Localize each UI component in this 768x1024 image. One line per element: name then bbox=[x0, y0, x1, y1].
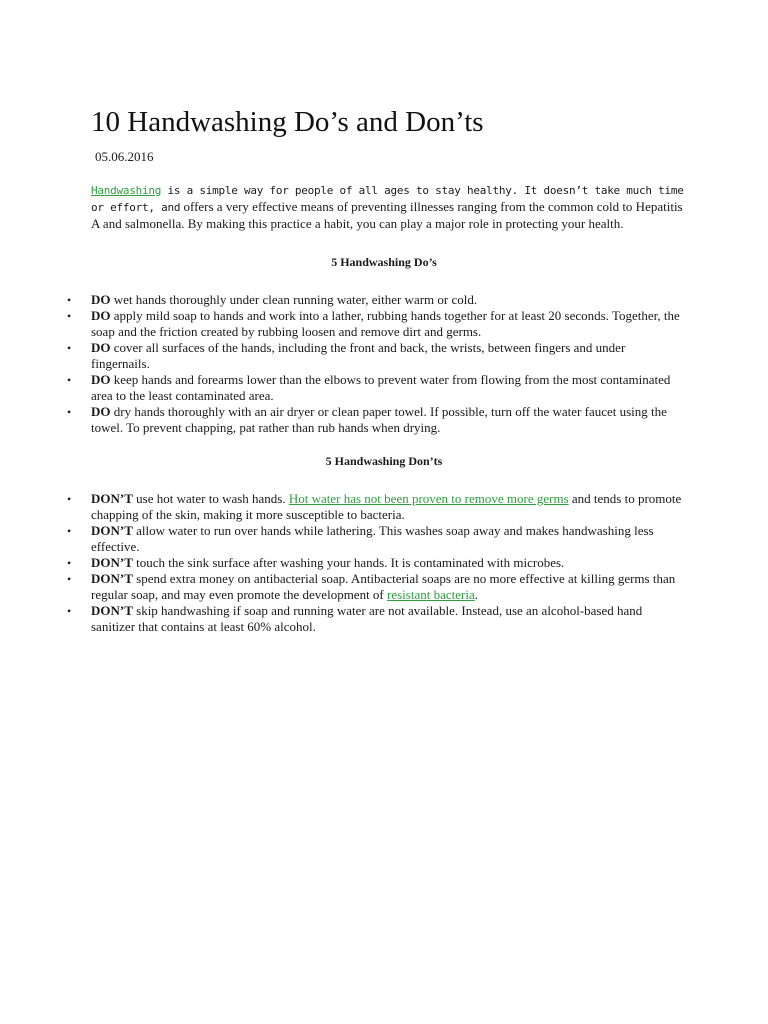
item-text: keep hands and forearms lower than the elbows to prevent water from flowing from the most contaminated area to the least contaminated area. bbox=[91, 372, 671, 403]
list-item bbox=[67, 491, 687, 523]
list-item bbox=[67, 555, 687, 571]
do-keyword: DO bbox=[91, 340, 111, 355]
dont-keyword: DON’T bbox=[91, 555, 133, 570]
do-keyword: DO bbox=[91, 292, 111, 307]
intro-paragraph bbox=[91, 182, 691, 232]
do-keyword: DO bbox=[91, 372, 111, 387]
list-item bbox=[67, 571, 687, 603]
list-item bbox=[67, 292, 687, 308]
intro-rest: offers a very effective means of preventing illnesses ranging from the common cold to Hepatitis A and salmonella. By making this practice a habit, you can play a major role in protecting your health. bbox=[91, 199, 683, 231]
donts-heading: 5 Handwashing Don’ts bbox=[325, 454, 443, 468]
dont-keyword: DON’T bbox=[91, 603, 133, 618]
article-date: 05.06.2016 bbox=[95, 149, 154, 164]
dont-keyword: DON’T bbox=[91, 571, 133, 586]
dos-list bbox=[67, 292, 687, 436]
list-item bbox=[67, 603, 687, 635]
list-item bbox=[67, 404, 687, 436]
item-text: touch the sink surface after washing your hands. It is contaminated with microbes. bbox=[132, 555, 565, 570]
item-text: . bbox=[474, 587, 478, 602]
list-item bbox=[67, 340, 687, 372]
dos-heading: 5 Handwashing Do’s bbox=[331, 255, 437, 269]
item-text: spend extra money on antibacterial soap. Antibacterial soaps are no more effective at killing germs than regular soap, and may even promote the development of bbox=[91, 571, 676, 602]
item-text: allow water to run over hands while lathering. This washes soap away and makes handwashing less effective. bbox=[91, 523, 654, 554]
item-text: cover all surfaces of the hands, including the front and back, the wrists, between fingers and under fingernails. bbox=[91, 340, 626, 371]
hot-water-link[interactable]: Hot water has not been proven to remove more germs bbox=[288, 491, 569, 506]
list-item bbox=[67, 372, 687, 404]
list-item bbox=[67, 308, 687, 340]
donts-list bbox=[67, 491, 687, 635]
dont-keyword: DON’T bbox=[91, 491, 133, 506]
item-text: wet hands thoroughly under clean running water, either warm or cold. bbox=[110, 292, 478, 307]
list-item bbox=[67, 523, 687, 555]
article-title: 10 Handwashing Do’s and Don’ts bbox=[91, 106, 484, 138]
item-text: and tends to promote chapping of the skin, making it more susceptible to bacteria. bbox=[91, 491, 682, 522]
item-text: apply mild soap to hands and work into a lather, rubbing hands together for at least 20 seconds. Together, the soap and the friction created by rubbing loosen and remove dirt and germs. bbox=[91, 308, 680, 339]
item-text: dry hands thoroughly with an air dryer or clean paper towel. If possible, turn off the water faucet using the towel. To prevent chapping, pat rather than rub hands when drying. bbox=[91, 404, 667, 435]
intro-first-line: is a simple way for people of all ages to stay healthy. It doesn’t take much time or effort, and bbox=[91, 184, 684, 214]
item-text: use hot water to wash hands. bbox=[132, 491, 289, 506]
do-keyword: DO bbox=[91, 308, 111, 323]
do-keyword: DO bbox=[91, 404, 111, 419]
resistant-bacteria-link[interactable]: resistant bacteria bbox=[387, 587, 475, 602]
handwashing-link[interactable]: Handwashing bbox=[91, 184, 162, 197]
dont-keyword: DON’T bbox=[91, 523, 133, 538]
item-text: skip handwashing if soap and running water are not available. Instead, use an alcohol-based hand sanitizer that contains at least 60% alcohol. bbox=[91, 603, 643, 634]
